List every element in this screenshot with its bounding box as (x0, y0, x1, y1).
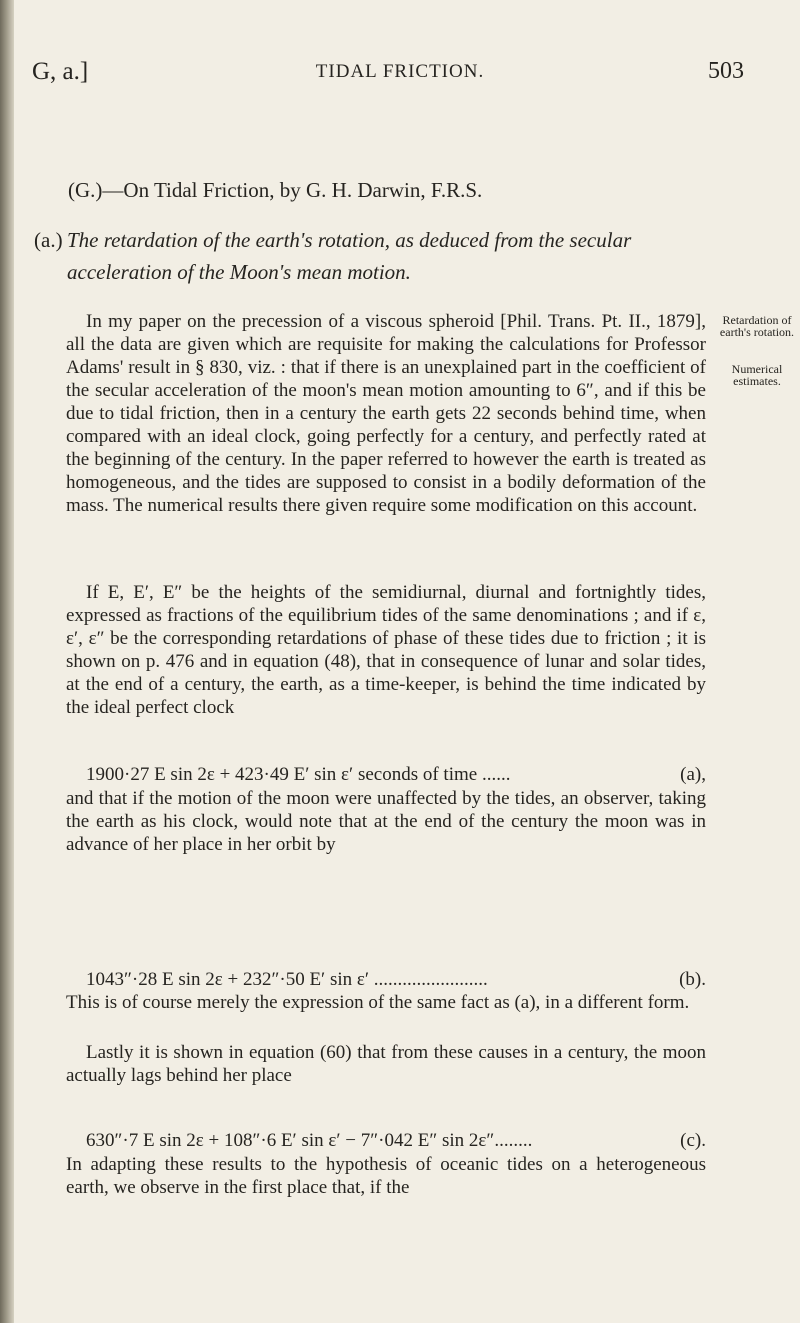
section-heading: (G.)—On Tidal Friction, by G. H. Darwin, F.R.S. (68, 178, 483, 202)
equation-b-text: 1043″·28 E sin 2ε + 232″·50 E′ sin ε′ ........................ (86, 969, 488, 990)
paragraph-moon-lag: Lastly it is shown in equation (60) that from these causes in a century, the moon actually lags behind her place (66, 1042, 706, 1086)
equation-a-text: 1900·27 E sin 2ε + 423·49 E′ sin ε′ seconds of time ...... (86, 764, 511, 785)
equation-c (86, 1130, 706, 1152)
paragraph-intro: In my paper on the precession of a viscous spheroid [Phil. Trans. Pt. II., 1879], all the data are given which are requisite for making the calculations for Professor Adams' result in § 830, viz. : that if there is an unexplained part in the coefficient of the secular acceleration of the moon's mean motion amounting to 6″, and if this be due to tidal friction, then in a century the earth gets 22 seconds behind time, when compared with an ideal clock, going perfectly for a century, and perfectly rated at the beginning of the century. In the paper referred to however the earth is treated as homogeneous, and the tides are supposed to consist in a bodily deformation of the mass. The numerical results there given require some modification on this account. (66, 311, 706, 516)
equation-b-label: (b). (679, 969, 706, 990)
margin-note-retardation: Retardation of earth's rotation. (719, 313, 795, 339)
equation-a-label: (a), (680, 764, 706, 785)
book-spine-edge (0, 0, 14, 1323)
equation-b (86, 969, 706, 991)
subsection-title: The retardation of the earth's rotation, as deduced from the secular acceleration of the Moon's mean motion. (67, 228, 632, 284)
subsection-heading (34, 224, 724, 288)
equation-a (86, 764, 706, 786)
paragraph-restatement: This is of course merely the expression of the same fact as (a), in a different form. (66, 992, 690, 1013)
running-title: TIDAL FRICTION. (315, 61, 485, 82)
paragraph-oceanic: In adapting these results to the hypothesis of oceanic tides on a heterogeneous earth, we observe in the first place that, if the (66, 1154, 706, 1198)
equation-c-text: 630″·7 E sin 2ε + 108″·6 E′ sin ε′ − 7″·042 E″ sin 2ε″........ (86, 1130, 533, 1151)
subsection-label: (a.) (34, 228, 63, 252)
margin-note-numerical: Numerical estimates. (731, 362, 783, 388)
page-number: 503 (708, 58, 744, 84)
running-header (0, 58, 800, 88)
paragraph-tides: If E, E′, E″ be the heights of the semidiurnal, diurnal and fortnightly tides, expressed as fractions of the equilibrium tides of the same denominations ; and if ε, ε′, ε″ be the corresponding retardations of phase of these tides due to friction ; it is shown on p. 476 and in equation (48), that in consequence of lunar and solar tides, at the end of a century, the earth, as a time-keeper, is behind the time indicated by the ideal perfect clock (66, 582, 706, 718)
paragraph-observer: and that if the motion of the moon were unaffected by the tides, an observer, taking the earth as his clock, would note that at the end of the century the moon was in advance of her place in her orbit by (66, 788, 706, 855)
equation-c-label: (c). (680, 1130, 706, 1151)
header-section-ref: G, a.] (32, 58, 89, 85)
